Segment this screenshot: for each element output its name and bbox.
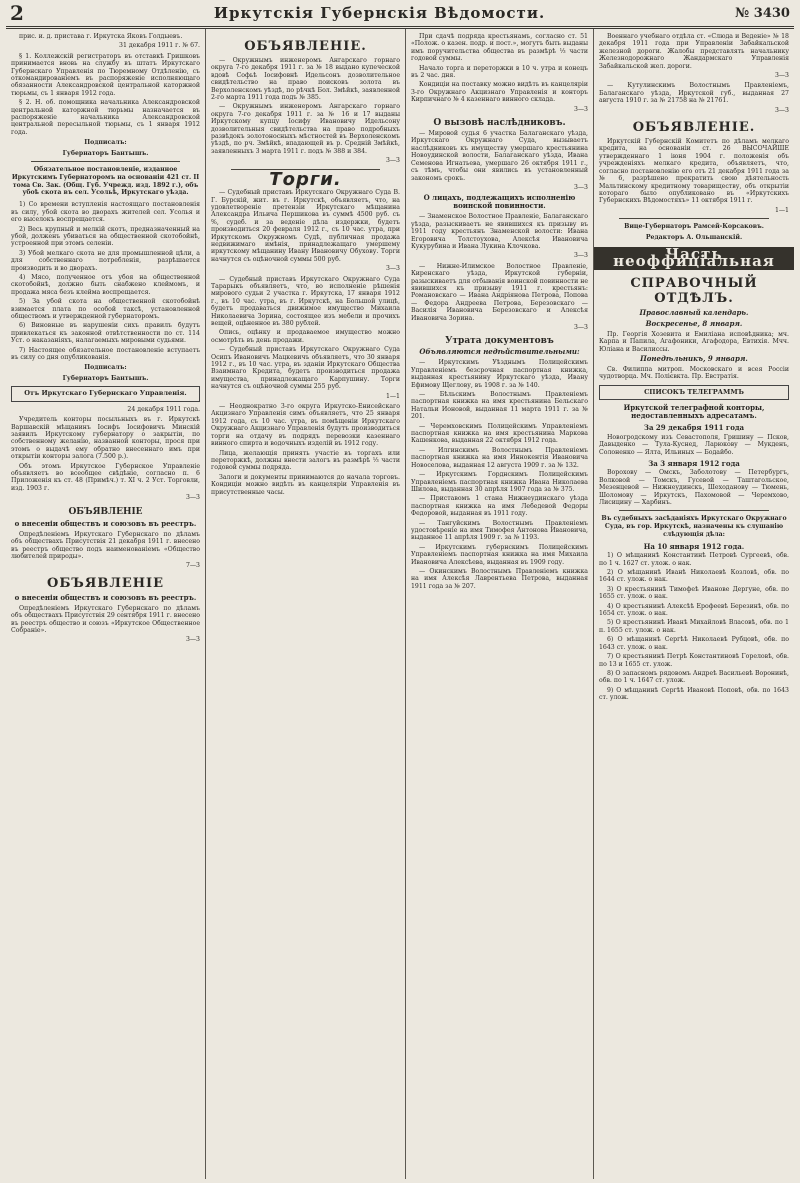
announcement-subtitle: о внесеніи обществъ и союзовъ въ реестръ. [14, 592, 197, 602]
document-notice: — Бѣльскимъ Волостнымъ Правленіемъ паспортная книжка на имя крестьянина Бельскаго Натальи Ионовой, выданная 11 марта 1911 г. за № 201. [411, 391, 588, 421]
signed-label: Подписалъ: [84, 364, 127, 372]
document-notice: — Иркутскимъ Горднскимъ Полицейскимъ Управленіемъ паспортная книжка Ивана Николаева Шилова, выданная 30 апрѣля 1907 года за № 375. [411, 471, 588, 493]
issue-count: 3—3 [185, 494, 200, 502]
text-block: Кондиціи на поставку можно видѣть въ канцеляріи 3-го Окружнаго Акцизнаго Управленія и конторъ Кирпичнаго № 4 казеннаго винного склада. [411, 81, 588, 104]
column-1 [6, 29, 206, 1179]
issue-count: 3—3 [774, 106, 789, 114]
unofficial-banner: Часть неоффиціальная [594, 247, 794, 270]
text-block: Новогродскому изъ Севастополя, Гришину — Псков, Давыденко — Тула-Куснед, Ларюкову — Мукденъ, Солоненко — Ялта, Ильиных — Бодайбо. [599, 433, 789, 456]
vice-governor-line [599, 223, 789, 230]
announcement-subtitle: о внесеніи обществъ и союзовъ въ реестръ. [14, 518, 197, 528]
court-item: 5) О крестьянинѣ Иванѣ Михайловѣ Власовѣ, обв. по 1 п. 1655 ст. улож. о нак. [599, 619, 789, 634]
text-block: Пр. Георгія Хозевита и Емиліана исповѣдника; мч. Карпа и Папила, Агафоники, Агафодора, Евтихія. Мчч. Юліана и Василиссы. [599, 330, 789, 353]
text-block: — Знаменское Волостное Правленіе, Балаганскаго уѣзда, разыскиваетъ не явившихся къ призыву въ 1911 году крестьянъ Знаменской волости: Ивана Егоровича Толстоухова, Алексѣя Ивановича Кукурубина и Ивана Лукина Клочкова. [411, 213, 588, 250]
text-block: Ворохову — Омскъ, Заболотову — Петербургъ, Волковой — Томскъ, Гусевой — Таштагольское, Мезенцевой — Нижнеудинскъ, Шеходанову — Тюмень, Шоломову — Иркутскъ, Пахомовой — Черемхово, Лисицину — Харбинъ. [599, 469, 789, 507]
columns [6, 29, 794, 1179]
telegrams-title: СПИСОКЪ ТЕЛЕГРАММЪ [599, 385, 789, 401]
issue-count: 3—3 [573, 252, 588, 260]
court-item: 6) О мѣщанинѣ Сергѣѣ Николаевѣ Рубцовѣ, обв. по 1643 ст. улож. о нак. [599, 636, 789, 651]
text-block: Учредитель конторы посыльныхъ въ г. Иркутскѣ Варшавскій мѣщанинъ Іосифъ Іосифовичъ Минскій заявилъ Иркутскому губернатору о закрытіи, по собственному желанію, названной конторы, прося при этомъ о выдачѣ ему обратно внесеннаго имъ при открытіи конторы залога (7.500 р.). [11, 416, 200, 461]
column-3 [406, 29, 594, 1179]
editor-name: А. Ольшанскій. [686, 233, 743, 241]
issue-count: 1—1 [385, 392, 400, 400]
court-item: 8) О запасномъ рядовомъ Андреѣ Васильевѣ Воронинѣ, обв. по 1 ч. 1647 ст. улож. [599, 669, 789, 685]
divider [31, 161, 180, 162]
page-number: 2 [10, 1, 24, 25]
section-title-heirs: О вызовѣ наслѣдниковъ. [433, 118, 566, 129]
court-item: 3) О крестьянинѣ Тимофеѣ Иванове Дергуне, обв. по 1655 ст. улож. о нак. [599, 585, 789, 601]
divider [619, 218, 769, 219]
decree-item: 6) Виновные въ нарушеніи сихъ правилъ будутъ привлекаться къ законной отвѣтственности по ст. 114 Уст. о наказаніяхъ, налагаемыхъ мировыми судьями. [11, 322, 200, 345]
court-title: Въ судебныхъ засѣданіяхъ Иркутскаго Окружнаго Суда, въ гор. Иркутскѣ, назначены къ слушанію слѣдующія дѣла: [601, 515, 787, 539]
calendar-day: Понедѣльникъ, 9 января. [640, 353, 748, 363]
signer: Губернаторъ Бантышъ. [62, 149, 149, 157]
auction-notice: — Судебный приставъ Иркутскаго Окружнаго Суда Тарарыкъ объявляетъ, что, во исполненіе рѣшенія мирового судьи 2 участка г. Иркутска, 17 января 1912 г., въ 10 час. утра, въ г. Иркутскѣ, на Большой улицѣ, будетъ продаваться движимое имущество Михаила Николаевича Зорина, состоящее изъ мебели и прочихъ вещей, оцѣненное въ 380 рублей. [211, 275, 400, 327]
section-subtitle: Объявляются недѣйствительными: [419, 347, 580, 357]
text-block: прис. и. д. пристава г. Иркутска Яковъ Голдыевъ. [19, 33, 183, 40]
text-block: § 1. Коллежскій регистраторъ въ отставкѣ Гришковъ принимается вновь на службу въ штатъ Иркутскаго Губернскаго Управленія по Тюремному Отдѣленію, съ откомандированіемъ въ распоряженіе исполняющаго обязанности Александровской центральной каторжной тюрьмы, съ 1 января 1912 года. [11, 52, 200, 97]
editor-label: Редакторъ [645, 233, 685, 241]
date-line: 24 декабря 1911 года. [127, 405, 200, 413]
editor-line [599, 234, 789, 241]
issue-count: 7—3 [185, 562, 200, 570]
section-title-auctions: Торги. [269, 168, 342, 190]
text-block: Военнаго учебнаго отдѣла ст. «Слюда и Веденіе» № 18 декабря 1911 года при Управленіи Забайкальской железной дороги. Жалобы представлять начальнику Железнодорожнаго Жандармскаго Управленія Забайкальской жел. дороги. [599, 33, 789, 70]
auction-notice: — Судебный приставъ Иркутскаго Окружнаго Суда В. Г. Бурскій, жит. въ г. Иркутскѣ, объявляетъ, что, на удовлетвореніе претензіи Иркутскаго мѣщанина Александра Ильича Першикова въ суммѣ 4500 руб. съ %, судеб. и за веденіе дѣла издержки, будетъ производиться 20 февраля 1912 г., съ 10 час. утра, при Иркутскомъ Окружномъ Судѣ, публичная продажа недвижимаго имѣнія, принадлежащаго умершему иркутскому мѣщанину Ивану Ивановичу Обухову. Торги начнутся съ оцѣночной суммы 500 руб. [211, 189, 400, 263]
newspaper-title: Иркутскія Губернскія Вѣдомости. [213, 4, 546, 22]
column-4 [594, 29, 794, 1179]
signed-label: Подписалъ: [84, 139, 127, 147]
court-item: 9) О мѣщанинѣ Сергѣѣ Ивановѣ Поповѣ, обв. по 1643 ст. улож. [599, 686, 789, 702]
text-block: § 2. Н. об. помощника начальника Александровской центральной каторжной тюрьмы назначается въ распоряженіе начальника Александровской центральной пересыльной тюрьмы, съ 1 января 1912 года. [11, 99, 200, 136]
auction-notice: — Судебный приставъ Иркутскаго Окружнаго Суда Осипъ Ивановичъ Мацкевичъ объявляетъ, что 30 января 1912 г., въ 10 час. утра, въ зданіи Иркутскаго Общества Взаимнаго Кредита, будетъ производиться продажа имущества, принадлежащаго Карпушину. Торги начнутся съ оцѣночной суммы 255 руб. [211, 346, 400, 391]
section-header-gov: Отъ Иркутскаго Губернскаго Управленія. [11, 386, 200, 402]
document-notice: — Приставомъ 1 стана Нижнеудинскаго уѣзда паспортная книжка на имя Лебедевой Федоры Федоровой, выданная въ 1911 году. [411, 495, 588, 518]
text-block: Залоги и документы принимаются до начала торговъ. Кондиціи можно видѣть въ канцеляріи Управленія въ присутственные часы. [211, 473, 400, 496]
text-block: Лица, желающія принять участіе въ торгахъ или переторжкѣ, должны внести залогъ въ размѣрѣ ⅓ части годовой суммы подряда. [211, 449, 400, 472]
signer: Губернаторъ Бантышъ. [62, 374, 149, 382]
calendar-day: Воскресенье, 8 января. [645, 318, 743, 328]
text-block: Опредѣленіемъ Иркутскаго Губернскаго по дѣламъ объ обществахъ Присутствія 29 сентября 1911 г. внесено въ реестръ общество и союзъ «Иркутское Общественное Собраніе». [11, 604, 201, 634]
court-item: 4) О крестьянинѣ Алексѣѣ Ерофеевѣ Березинѣ, обв. по 1654 ст. улож. о нак. [599, 602, 789, 618]
document-notice: — Черемховскимъ Полицейскимъ Управленіемъ паспортная книжка на имя крестьянина Маркова Кашенкова, выданная 22 октября 1912 года. [411, 422, 588, 445]
section-title-documents: Утрата документовъ [445, 336, 554, 347]
announcement-title: ОБЪЯВЛЕНІЕ. [632, 120, 756, 136]
telegram-date: За 3 января 1912 года [648, 459, 740, 468]
masthead [6, 0, 794, 29]
document-notice: — Тангуйскимъ Волостнымъ Правленіемъ удостовѣреніе на имя Тимофея Антонова Ивановича, выданное 11 апрѣля 1909 г. за № 1193. [411, 519, 588, 542]
text-block: Начало торга и переторжки в 10 ч. утра и конецъ въ 2 час. дня. [411, 64, 588, 80]
decree-title: Обязательное постановленіе, изданное Иркутскимъ Губернаторомъ на основаніи 421 ст. II тома Св. Зак. (Общ. Губ. Учрежд. изд. 1892 г.), объ убоѣ скота въ сел. Усольѣ, Иркутскаго уѣзда. [11, 166, 200, 197]
issue-count: 3—3 [774, 72, 789, 80]
text-block: — Окружнымъ инженеромъ Ангарскаго горнаго округа 7-го декабря 1911 г. за № 18 выдано купеческой вдовѣ Софьѣ Іосифовнѣ Идельсонъ дозволительное свидѣтельство на право поисковъ золота въ Верхоленскомъ уѣздѣ, по рѣчкѣ Бол. Змѣйкѣ, заявленной 2-го марта 1911 года подъ № 385. [211, 57, 400, 102]
announcement-title: ОБЪЯВЛЕНІЕ. [244, 39, 367, 54]
text-block: Объ этомъ Иркутское Губернское Управленіе объявляетъ во всеобщее свѣдѣніе, согласно п. 6 Приложенія къ ст. 48 (Примѣч.) т. XI ч. 2 Уст. Торговли, изд. 1903 г. [11, 462, 200, 492]
text-block: Опредѣленіемъ Иркутскаго Губернскаго по дѣламъ объ обществахъ Присутствія 21 декабря 1911 г. внесено въ реестръ общество подъ наименованіемъ «Общество любителей природы». [11, 530, 200, 560]
text-block: — Окружнымъ инженеромъ Ангарскаго горнаго округа 7-го декабря 1911 г. за № 16 и 17 выданы Иркутскому купцу Іосифу Ивановичу Идельсону дозволительныя свидѣтельства на право подробныхъ развѣдокъ золотоносныхъ мѣстностей въ Верхоленскомъ уѣздѣ, по рч. Змѣйкѣ, впадающей въ р. Средній Змѣйкѣ, заявленныхъ 3 марта 1911 г. подъ № 388 и 384. [211, 103, 400, 155]
text-block: — Кутулинскимъ Волостнымъ Правленіемъ, Балаганскаго уѣзда, Иркутской губ., выданная 27 августа 1910 г. за № 21758 на № 21761. [599, 82, 789, 105]
telegram-date: За 29 декабря 1911 года [643, 423, 745, 433]
decree-item: 3) Убой мелкаго скота не для промышленной цѣли, а для собственнаго потребленія, разрѣшается производить и во дворахъ. [11, 249, 200, 272]
issue-number: № 3430 [735, 5, 790, 21]
issue-count: 3—3 [385, 157, 400, 165]
section-title-military: О лицахъ, подлежащихъ исполненію воинской повинности. [423, 193, 576, 211]
text-block: — Нижне-Илимское Волостное Правленіе, Киренскаго уѣзда, Иркутской губерніи, разыскиваетъ для отбыванія воинской повинности не явившихся къ призыву 1911 г. крестьянъ: Романовскаго — Ивана Андріянова Петрова, Попова — Федора Андреева Петрова, Березовскаго — Василія Ивановича Березовскаго и Алексѣя Ивановича Зорина. [411, 262, 588, 322]
issue-count: 3—3 [573, 183, 588, 191]
issue-count: 1—1 [774, 206, 789, 214]
text-block: Опись, оцѣнку и продаваемое имущество можно осмотрѣть въ день продажи. [211, 329, 400, 344]
issue-count: 3—3 [573, 324, 588, 331]
court-item: 7) О крестьянинѣ Петрѣ Константиновѣ Гореловѣ, обв. по 13 и 1655 ст. улож. [599, 653, 789, 668]
date-line: 31 декабря 1911 г. № 67. [119, 42, 200, 50]
issue-count: 3—3 [385, 265, 400, 273]
vice-governor-label: Вице-Губернаторъ [624, 223, 692, 231]
decree-item: 5) За убой скота на общественной скотобойнѣ взимается плата по особой таксѣ, установленной обществомъ и утвержденной губернаторомъ. [11, 298, 200, 320]
decree-item: 1) Со времени вступленія настоящаго постановленія въ силу, убой скота во дворахъ жителей сел. Усолья и его выселокъ воспрещается. [11, 201, 200, 224]
announcement-title: ОБЪЯВЛЕНІЕ [68, 506, 143, 517]
document-notice: — Окинскимъ Волостнымъ Правленіемъ книжка на имя Алексѣя Лаврентьева Петрова, выданная 1911 года за № 207. [411, 567, 588, 590]
announcement-title: ОБЪЯВЛЕНІЕ [47, 575, 164, 591]
decree-item: 2) Весь крупный и мелкій скотъ, предназначенный на убой, долженъ убиваться на общественной скотобойнѣ, устроенной при этомъ селеніи. [11, 225, 200, 248]
decree-item: 4) Мясо, полученное отъ убоя на общественной скотобойнѣ, должно быть снабжено клеймомъ, и продажа мяса безъ клейма воспрещается. [11, 273, 200, 296]
divider [619, 510, 769, 511]
column-2 [206, 29, 406, 1179]
text-block: Св. Филиппа митроп. Московскаго и всея Россіи чудотворца. Мч. Полієвкта. Пр. Евстратія. [599, 365, 789, 381]
issue-count: 3—3 [573, 105, 588, 113]
calendar-title: Православный календарь. [639, 307, 749, 317]
vice-governor-name: Рамсей-Корсаковъ. [693, 223, 764, 231]
issue-count: 3—3 [185, 636, 200, 644]
telegrams-subtitle: Иркутской телеграфной конторы, недоставленныхъ адресатамъ. [623, 403, 765, 421]
text-block: — Мировой судья 6 участка Балаганскаго уѣзда, Иркутскаго Окружнаго Суда, вызываетъ наслѣдниковъ къ имуществу умершаго крестьянина Новоудинской волости, Балаганскаго уѣзда, Ивана Семенова Игнатьева, умершаго 26 октября 1911 г., съ тѣмъ, чтобы они явились въ установленный закономъ срокъ. [411, 130, 588, 182]
document-notice: — Иркутскимъ губернскимъ Полицейскимъ Управленіемъ паспортная книжка на имя Михаила Ивановича Алексѣева, выданная въ 1909 году. [411, 543, 588, 566]
document-notice: — Иркутскимъ Уѣзднымъ Полицейскимъ Управленіемъ безсрочная паспортная книжка, выданная крестьянину Иркутскаго уѣзда, Ивану Ефимову Щеглову, въ 1908 г. за № 140. [411, 359, 588, 389]
document-notice: — Илгинскимъ Волостнымъ Правленіемъ паспортная книжка на имя Иннокентія Ивановича Новоселова, выданная 12 августа 1909 г. за № 132. [411, 446, 588, 469]
reference-section-title: СПРАВОЧНЫЙ ОТДѢЛЪ. [630, 275, 758, 306]
court-date: На 10 января 1912 года. [643, 541, 745, 551]
auction-notice: — Неоднократно 3-го округа Иркутско-Енисейскаго Акцизнаго Управленія симъ объявляетъ, что 25 января 1912 года, съ 10 час. утра, въ помѣщеніи Иркутскаго Окружнаго Акцизнаго Управленія будутъ производиться торги на отдачу въ подрядъ перевозки казеннаго винного спирта и водочныхъ изделій въ 1912 году. [211, 403, 400, 448]
text-block: Иркутскій Губернскій Комитетъ по дѣламъ мелкаго кредита, на основаніи ст. 26 ВЫСОЧАЙШЕ утвержденнаго 1 іюня 1904 г. положенія объ учрежденіяхъ мелкаго кредита, объявляетъ, что, согласно постановленію его отъ 21 декабря 1911 года за № 6, разрѣшено прекратить свою дѣятельность Мальтинскому кредитному товариществу, объ открытіи котораго было опубликовано въ «Иркутскихъ Губернскихъ Вѣдомостяхъ» 11 октября 1911 г. [599, 138, 789, 205]
court-item: 2) О мѣщанинѣ Иванѣ Николаевѣ Козловѣ, обв. по 1644 ст. улож. о нак. [599, 569, 789, 584]
court-item: 1) О мѣщанинѣ Константинѣ Петровѣ Сургеевѣ, обв. по 1 ч. 1627 ст. улож. о нак. [599, 552, 789, 567]
text-block: При сдачѣ подряда крестьянамъ, согласно ст. 51 «Полож. о казен. подр. и пост.», могутъ быть выданы имъ поручительства общества въ размѣрѣ ⅓ части годовой суммы. [411, 33, 588, 63]
decree-item: 7) Настоящее обязательное постановленіе вступаетъ въ силу со дня опубликованія. [11, 346, 200, 361]
